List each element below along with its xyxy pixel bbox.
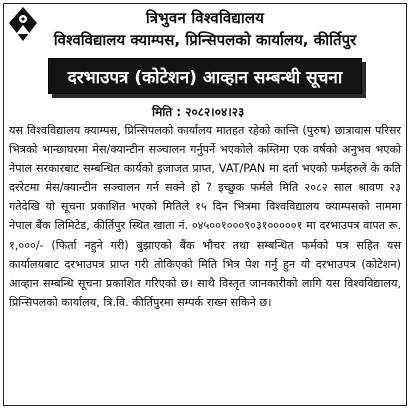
date-label: मिति :: [152, 105, 182, 119]
notice-title-banner: [48, 58, 362, 94]
date-value: २०८२।०४।२३: [185, 105, 245, 119]
university-name: त्रिभुवन विश्वविद्यालय: [145, 9, 265, 27]
notice-date: [152, 103, 244, 120]
notice-title: दरभाउपत्र (कोटेशन) आव्हान सम्बन्धी सूचना: [48, 58, 362, 94]
office-name: विश्वविद्यालय क्याम्पस, प्रिन्सिपलको कार्यालय, कीर्तिपुर: [53, 31, 357, 49]
notice-body: यस विश्वविद्यालय क्याम्पस, प्रिन्सिपलको कार्यालय मातहत रहेको कान्ति (पुरुष) छात्रावास परिसर भित्रको भान्छाघरमा मेस/क्यान्टीन सञ्चालन गर्नुपर्ने भएकोले कम्तिमा एक वर्षको अनुभव भएको नेपाल सरकारबाट सम्बन्धित कार्यको इजाजत प्राप्त, VAT/PAN मा दर्ता भएको फर्महरुले के कति दररेटमा मेस/क्यान्टीन सञ्चालन गर्न सक्ने हो ? इच्छुक फर्मले मिति २०८२ साल श्रावण २३ गतेदेखि यो सूचना प्रकाशित भएको मितिले १५ दिन भित्रमा विश्वविद्यालय क्याम्पसको नाममा नेपाल बैंक लिमिटेड, कीर्तिपुर स्थित खाता नं. ०४५००१०००९०३१०००००१ मा दरभाउपत्र वापत रू. १,०००/- (फिर्ता नहुने गरी) बुझाएको बैंक भौचर तथा सम्बन्धित फर्मको पत्र सहित यस कार्यालयबाट दरभाउपत्र प्राप्त गरी तोकिएको मिति भित्र पेश गर्नु हुन यो दरभाउपत्र (कोटेशन) आव्हान सम्बन्धि सूचना प्रकाशित गरिएको छ। साथै विस्तृत जानकारीको लागि यस विश्वविद्यालय, प्रिन्सिपलको कार्यालय, त्रि.वि. कीर्तिपुरमा सम्पर्क राख्न सकिने छ।: [9, 124, 401, 309]
